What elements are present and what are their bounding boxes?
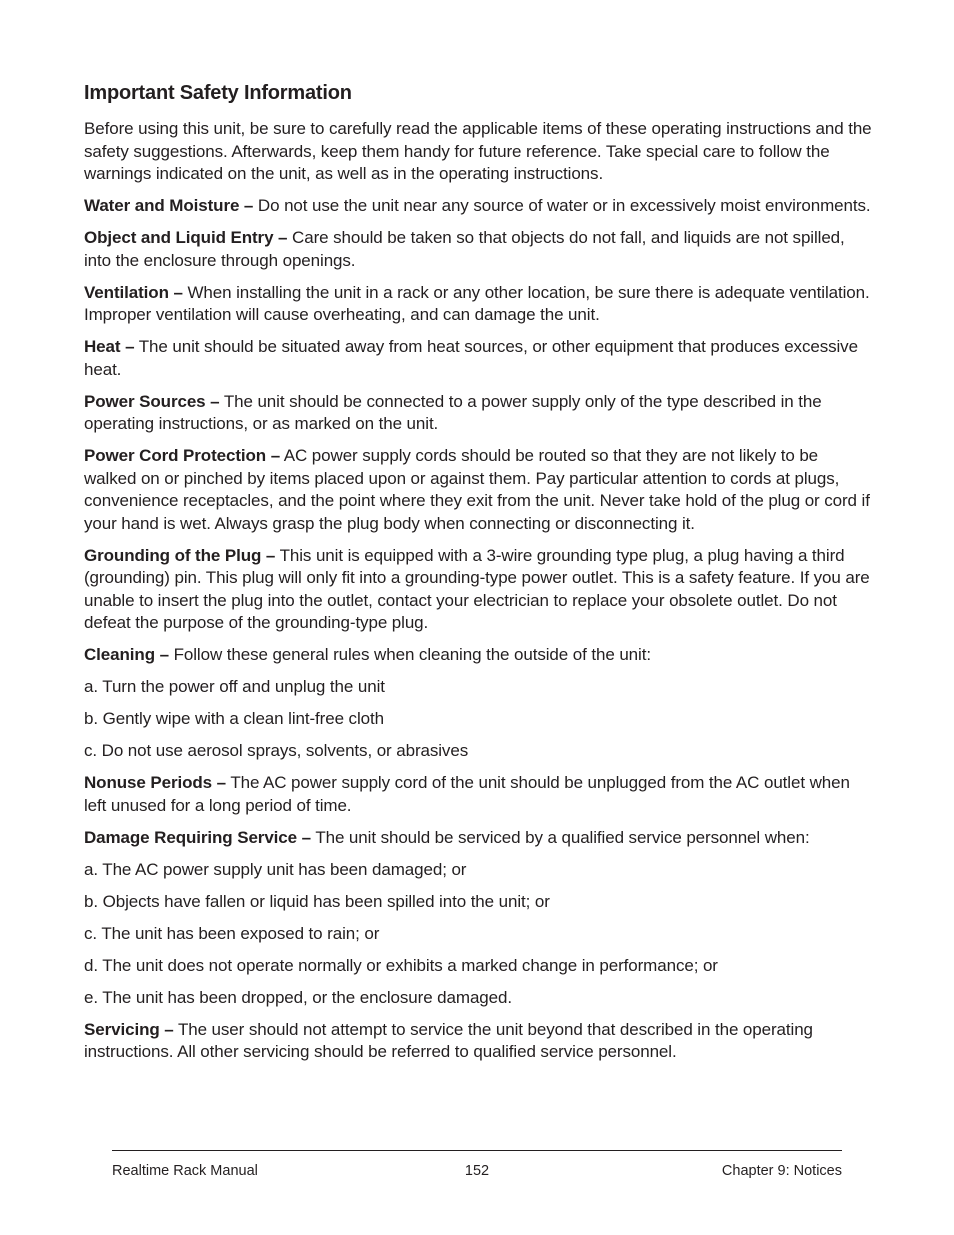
item-text: When installing the unit in a rack or any other location, be sure there is adequate ventilation. Improper ventilation will cause overheating, and can damage the unit. [84,282,870,324]
nonuse-paragraph [84,772,874,817]
item-label: Grounding of the Plug – [84,545,276,565]
item-label: Cleaning – [84,645,169,664]
cleaning-paragraph [84,644,874,667]
damage-step: c. The unit has been exposed to rain; or [84,923,380,943]
damage-step: a. The AC power supply unit has been damaged; or [84,859,467,879]
item-text: AC power supply cords should be routed so that they are not likely to be walked on or pinched by items placed upon or against them. Pay particular attention to cords at plugs, convenience receptacles, and the point where they exit from the unit. Never take hold of the plug or cord if your hand is wet. Always grasp the plug body when connecting or disconnecting it. [84,446,870,533]
item-label: Ventilation – [84,282,183,302]
item-text: Do not use the unit near any source of water or in excessively moist environments. [253,196,871,215]
cleaning-step: c. Do not use aerosol sprays, solvents, or abrasives [84,741,469,760]
power-sources-paragraph [84,391,874,436]
item-text: The AC power supply cord of the unit should be unplugged from the AC outlet when left unused for a long period of time. [84,773,850,815]
cleaning-step: b. Gently wipe with a clean lint-free cloth [84,709,384,728]
item-text: This unit is equipped with a 3-wire grounding type plug, a plug having a third (grounding) pin. This plug will only fit into a grounding-type power outlet. This is a safety feature. If you are unable to insert the plug into the outlet, contact your electrician to replace your obsolete outlet. Do not defeat the purpose of the grounding-type plug. [84,545,870,632]
footer-manual-title: Realtime Rack Manual [112,1163,258,1179]
item-label: Heat – [84,337,135,356]
item-label: Servicing – [84,1019,174,1039]
water-moisture-paragraph [84,195,874,218]
footer-page-number: 152 [464,1163,490,1179]
page-footer [112,1161,842,1181]
page-content [84,80,874,1073]
item-label: Object and Liquid Entry – [84,228,288,247]
item-text: The unit should be connected to a power supply only of the type described in the operating instructions, or as marked on the unit. [84,391,822,433]
power-cord-paragraph [84,445,874,535]
item-text: Follow these general rules when cleaning the outside of the unit: [168,645,651,664]
damage-paragraph [84,827,874,850]
item-text: Care should be taken so that objects do not fall, and liquids are not spilled, into the enclosure through openings. [84,228,845,270]
item-label: Water and Moisture – [84,196,254,215]
servicing-paragraph [84,1019,874,1064]
item-label: Damage Requiring Service – [84,827,311,847]
intro-paragraph: Before using this unit, be sure to carefully read the applicable items of these operating instructions and the safety suggestions. Afterwards, keep them handy for future reference. Take special care to follow the warnings indicated on the unit, as well as in the operating instructions. [84,119,872,183]
item-text: The unit should be situated away from heat sources, or other equipment that produces excessive heat. [84,337,858,379]
page-title: Important Safety Information [84,82,352,104]
footer-divider [112,1150,842,1151]
object-liquid-paragraph [84,227,874,272]
ventilation-paragraph [84,282,874,327]
item-label: Power Cord Protection – [84,446,281,465]
heat-paragraph [84,336,874,381]
damage-step: d. The unit does not operate normally or exhibits a marked change in performance; or [84,955,718,975]
item-label: Power Sources – [84,391,220,411]
footer-chapter: Chapter 9: Notices [721,1163,842,1179]
damage-step: e. The unit has been dropped, or the enclosure damaged. [84,987,512,1007]
item-text: The unit should be serviced by a qualified service personnel when: [311,827,810,847]
item-label: Nonuse Periods – [84,773,226,792]
cleaning-step: a. Turn the power off and unplug the unit [84,677,385,696]
grounding-paragraph [84,545,874,635]
damage-step: b. Objects have fallen or liquid has been spilled into the unit; or [84,891,550,911]
item-text: The user should not attempt to service the unit beyond that described in the operating instructions. All other servicing should be referred to qualified service personnel. [84,1019,813,1061]
